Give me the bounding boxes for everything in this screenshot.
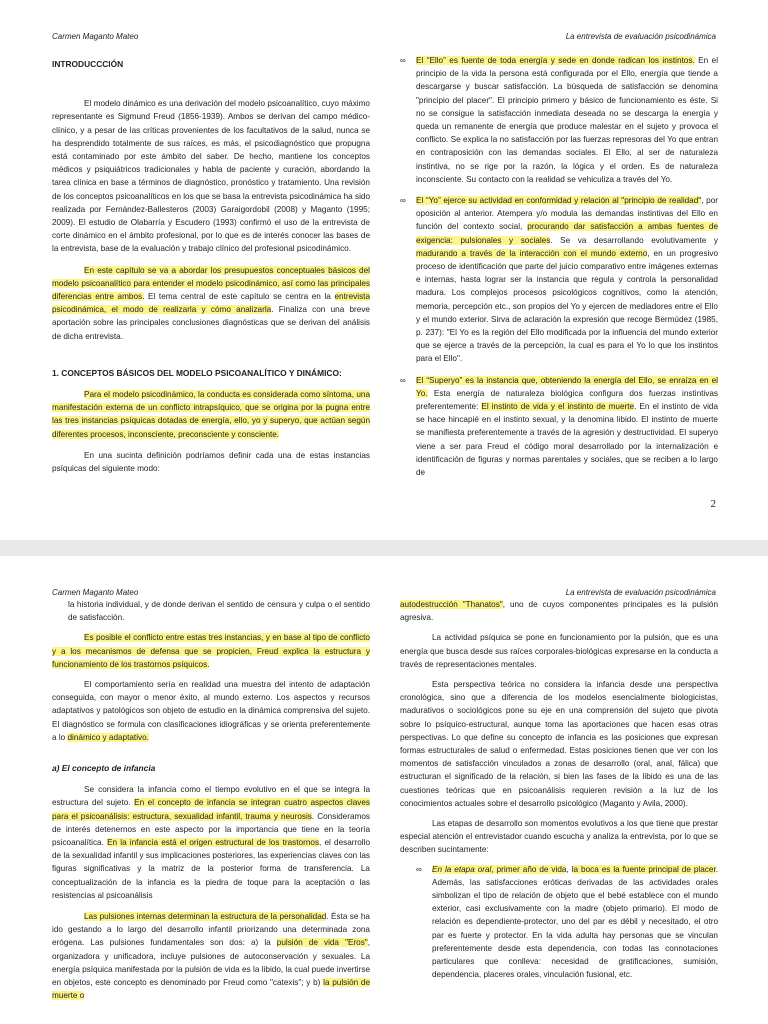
- bullet-yo: [400, 194, 718, 366]
- text-run: , en un progresivo proceso de identificación que parte del juicio comparativo entre imágenes externas e internas, hasta lograr ser la instancia que regula y controla la personalidad madura. Los complejos procesos psicológicos cognitivos, como la atención, memoria, percepción etc., son propios del Yo y ejercen de mediadores entre el Ello y el mundo exterior. Sirva de aclaración la expresión que recoge Bermúdez (1985, p. 237): "El Yo es la región del Ello modificada por la influencia del mundo exterior que se ejerce a través de la percepción, la cual es para el Yo lo que los instintos para el Ello".: [416, 248, 719, 364]
- pulsiones-paragraph: [52, 910, 370, 1002]
- highlight: En la infancia está el origen estructural de los trastornos: [107, 838, 320, 848]
- right-column: [400, 598, 718, 981]
- intro-heading: INTRODUCCCIÓN: [52, 59, 124, 69]
- perspectiva-paragraph: Esta perspectiva teórica no considera la infancia desde una perspectiva cronológica, sino que a diferencia de los modelos esencialmente biologicistas, madurativos o sociológicos pone su eje en una comprensión del sujeto que pivota sobre lo psíquico-estructural, aunque toma las aportaciones que hacen esas otras perspectivas. Lo que define su concepto de infancia es las posiciones que expresan formas estructurales de salud o enfermedad. Estas posiciones tienen que ver con los momentos de satisfacción vinculados a zonas de desarrollo (oral, anal, fálica) que estructuran el significado de la relación, si bien las fases de la libido es una de las cuestiones teóricas que en psicoanálisis requieren revisión a la luz de los conocimientos actuales sobre el desarrollo psicológico (Maganto y Avila, 2000).: [400, 680, 718, 808]
- text-run: . Se va desarrollando evolutivamente y: [550, 235, 718, 245]
- subsection-heading-infancia: a) El concepto de infancia: [52, 763, 156, 774]
- section-1-paragraph-1: [52, 388, 370, 441]
- highlight: procurando dar satisfacción a ambas fuentes de exigencia: pulsionales y sociales: [416, 222, 718, 245]
- page-header: [52, 14, 716, 41]
- infancia-paragraph: [52, 783, 370, 902]
- highlight: En el concepto de infancia se integran cuatro aspectos claves para el psicoanálisis: estructura, sexualidad infantil, trauma y neurosis: [52, 798, 370, 821]
- text-run: , el desarrollo de la sexualidad infantil y sus implicaciones posteriores, las experiencias claves con las figuras significativas y la matriz de la posterior forma de transferencia. La conceptualización de la infancia es la piedra de toque para la aceptación o las resistencias al psicoanálisis: [52, 838, 370, 900]
- infinity-bullet-icon: ∞: [400, 375, 406, 385]
- header-author: Carmen Maganto Mateo: [52, 32, 139, 41]
- section-1-paragraph-2: En una sucinta definición podríamos definir cada una de estas instancias psíquicas del siguiente modo:: [52, 450, 370, 474]
- text-run: En el principio de la vida la persona está configurada por el Ello, energía que tiende a descargarse y buscar satisfacción. La búsqueda de satisfacción se denomina "principio del placer". El principio primero y básico de funcionamiento es éste. Si no se consigue la satisfacción inmediata deseada no se descarga la energía y queda un remanente de energía que produce malestar en el sujeto y provoca el conflicto. Se explica la no satisfacción por las fuerzas represoras del Yo que entran en contraposición con las demandas sociales. El Ello, al ser de naturaleza instintiva, no se rige por la razón, la lógica y el orden. Es de naturaleza inconsciente. Su contacto con la realidad se vehiculiza a través del Yo.: [416, 56, 719, 184]
- document-page-2: [0, 556, 768, 1024]
- text-run: ,: [566, 864, 572, 874]
- text-run: El tema central de este capítulo se centra en la: [144, 292, 335, 302]
- text-run: . En el instinto de vida se hace hincapié en el instinto sexual, y la denomina libido. El instinto de muerte se manifiesta preferentemente a través de la agresión y destructividad. El superyo viene a ser para Freud el código moral desarrollado por la internalización e identificación de figuras y normas parentales y sociales, que se reciben a lo largo de: [416, 402, 719, 478]
- highlight: madurando a través de la interacción con el mundo externo: [416, 248, 648, 258]
- text-run: En la etapa oral: [432, 864, 492, 874]
- left-column: [52, 598, 370, 1002]
- intro-paragraph-1: El modelo dinámico es una derivación del modelo psicoanalítico, cuyo máximo representante es Sigmund Freud (1856-1939). Ambos se derivan del campo médico-clínico, y a pesar de las críticas provenientes de los facultativos de la salud, nunca se ha desprendido totalmente de sus raíces, es más, el psicodiagnóstico que propugna está contaminado por este ámbito del saber. De hecho, mantiene los conceptos médicos y psiquiátricos tradicionales y habla de paciente y curación, abordando la tarea clínica en base a términos de diagnóstico, pronóstico y tratamiento. Una revisión de los conceptos psicoanalíticos en los que se basa la entrevista psicodinámica ha sido realizada por Fernández-Ballesteros (2003) Garaigordobil (2008) y Maganto (1995; 2009). El estudio de Olabarría y Escudero (1993) confirmó el uso de la entrevista de corte dinámico en el ámbito profesional, por lo que es de interés conocer las bases de la entrevista, base de la evaluación y trabajo clínico del profesional psicodinámico.: [52, 99, 370, 254]
- intro-paragraph-2: [52, 264, 370, 343]
- highlight: pulsión de vida "Eros": [276, 938, 368, 948]
- infinity-bullet-icon: ∞: [400, 196, 406, 206]
- highlight: la boca es la fuente principal de placer: [571, 864, 716, 874]
- text-run: , organizadora y unificadora, incluye pulsiones de autoconservación y sexuales. La energía psíquica manifestada por la pulsión de vida es la libido, la cual puede invertirse en objetos, este concepto es denominado por Freud como "catexis"; y b): [52, 938, 370, 988]
- highlight: El “Yo” ejerce su actividad en conformidad y relación al "principio de realidad": [416, 196, 702, 206]
- page-number: 2: [710, 498, 716, 510]
- thanatos-paragraph: [400, 598, 718, 624]
- highlight: Las pulsiones internas determinan la estructura de la personalidad: [84, 912, 327, 922]
- bullet-ello: [400, 54, 718, 186]
- text-run: . Además, las satisfacciones eróticas derivadas de las actividades orales simbolizan el tipo de relación de objeto que el bebé establece con el mundo exterior, casi exclusivamente con la madre (objeto primario). El modo de relación es dependiente-protector, uno del par es débil y necesitado, el otro par es fuerte y protector. En la vida adulta hay personas que se vinculan preferentemente desde esta dependencia, con todas las connotaciones particulares que conlleva: necesidad de gratificaciones, sumisión, dependencia, placeres orales, vinculación fusional, etc.: [432, 864, 718, 980]
- text-run: . Finaliza con una breve aportación sobre las principales conclusiones diagnósticas que se derivan del análisis de dicha entrevista.: [52, 305, 370, 341]
- infinity-bullet-icon: ∞: [400, 56, 406, 65]
- highlight: dinámico y adaptativo.: [67, 732, 149, 742]
- highlight: Es posible el conflicto entre estas tres instancias, y en base al tipo de conflicto y a los mecanismos de defensa que se propicien, Freud explica la estructura y funcionamiento de los trastornos psíquicos.: [52, 633, 370, 669]
- etapas-paragraph: Las etapas de desarrollo son momentos evolutivos a los que tiene que prestar especial atención el entrevistador cuando escucha y analiza la entrevista, por lo que se describen sucintamente:: [400, 819, 718, 855]
- header-title: La entrevista de evaluación psicodinámica: [565, 588, 716, 597]
- right-column: [400, 54, 718, 479]
- conflict-paragraph: [52, 631, 370, 671]
- highlight: En este capítulo se va a abordar los presupuestos conceptuales básicos del modelo psicoanalítico para entender el modelo psicodinámico, así como las principales diferencias entre ambos.: [52, 265, 370, 302]
- header-title: La entrevista de evaluación psicodinámica: [565, 32, 716, 41]
- text-run: , primer año de vida: [491, 864, 567, 874]
- bullet-etapa-oral: [400, 863, 718, 982]
- highlight: la pulsión de muerte o: [52, 978, 371, 1001]
- highlight: Para el modelo psicodinámico, la conducta es considerada como síntoma, una manifestación externa de un conflicto intrapsíquico, que se origina por la pugna entre las tres instancias psíquicas dotadas de energía, ello, yo y superyo, que actúan según diferentes procesos, inconsciente, preconsciente y consciente.: [52, 390, 370, 439]
- highlight: [432, 865, 566, 874]
- actividad-psiquica-paragraph: La actividad psíquica se pone en funcionamiento por la pulsión, que es una energía que busca desde sus raíces corporales-biológicas expresarse en la conducta a través de representaciones mentales.: [400, 633, 718, 669]
- left-column: [52, 58, 370, 475]
- behaviour-paragraph: [52, 678, 370, 744]
- text-run: . Ésta se ha ido gestando a lo largo del desarrollo infantil priorizando una determinada zona erógena. Las pulsiones fundamentales son dos: a) la: [52, 912, 370, 948]
- text-run: Se considera la infancia como el tiempo evolutivo en el que se integra la estructura del sujeto.: [52, 785, 370, 808]
- highlight: entrevista psicodinámica, el modo de realizarla y cómo analizarla: [52, 292, 370, 315]
- text-run: El comportamiento sería en realidad una muestra del intento de adaptación conseguida, con mayor o menor éxito, al mundo externo. Los aspectos y recursos adaptativos y patológicos son objeto de estudio en la dinámica comprensiva del sujeto. El diagnóstico se formula con clasificaciones idiográficas y se orienta preferentemente a lo: [52, 680, 370, 742]
- text-run: , uno de cuyos componentes principales es la pulsión agresiva.: [400, 600, 719, 623]
- highlight: El instinto de vida y el instinto de muerte: [481, 402, 635, 412]
- header-author: Carmen Maganto Mateo: [52, 588, 139, 597]
- infinity-bullet-icon: ∞: [416, 864, 422, 874]
- highlight: El “Superyo” es la instancia que, obteniendo la energía del Ello, se enraíza en el Yo.: [416, 375, 718, 398]
- continuation-text: la historia individual, y de donde derivan el sentido de censura y culpa o el sentido de satisfacción.: [68, 600, 370, 623]
- text-run: Esta energía de naturaleza biológica configura dos fuerzas instintivas preferentemente:: [416, 388, 718, 412]
- highlight: autodestrucción "Thanatos": [400, 600, 503, 609]
- highlight: El “Ello” es fuente de toda energía y sede en donde radican los instintos.: [416, 56, 695, 65]
- text-run: , por oposición al anterior. Atempera y/o modula las demandas instintivas del Ello en función del contexto social,: [416, 196, 718, 232]
- section-1-heading: 1. CONCEPTOS BÁSICOS DEL MODELO PSICOANALÍTICO Y DINÁMICO:: [52, 367, 342, 378]
- bullet-superyo: [400, 374, 718, 480]
- text-run: . Consideramos de interés detenernos en este aspecto por la importancia que tiene en la teoría psicoanalítica.: [52, 811, 370, 848]
- page-header: [52, 570, 716, 597]
